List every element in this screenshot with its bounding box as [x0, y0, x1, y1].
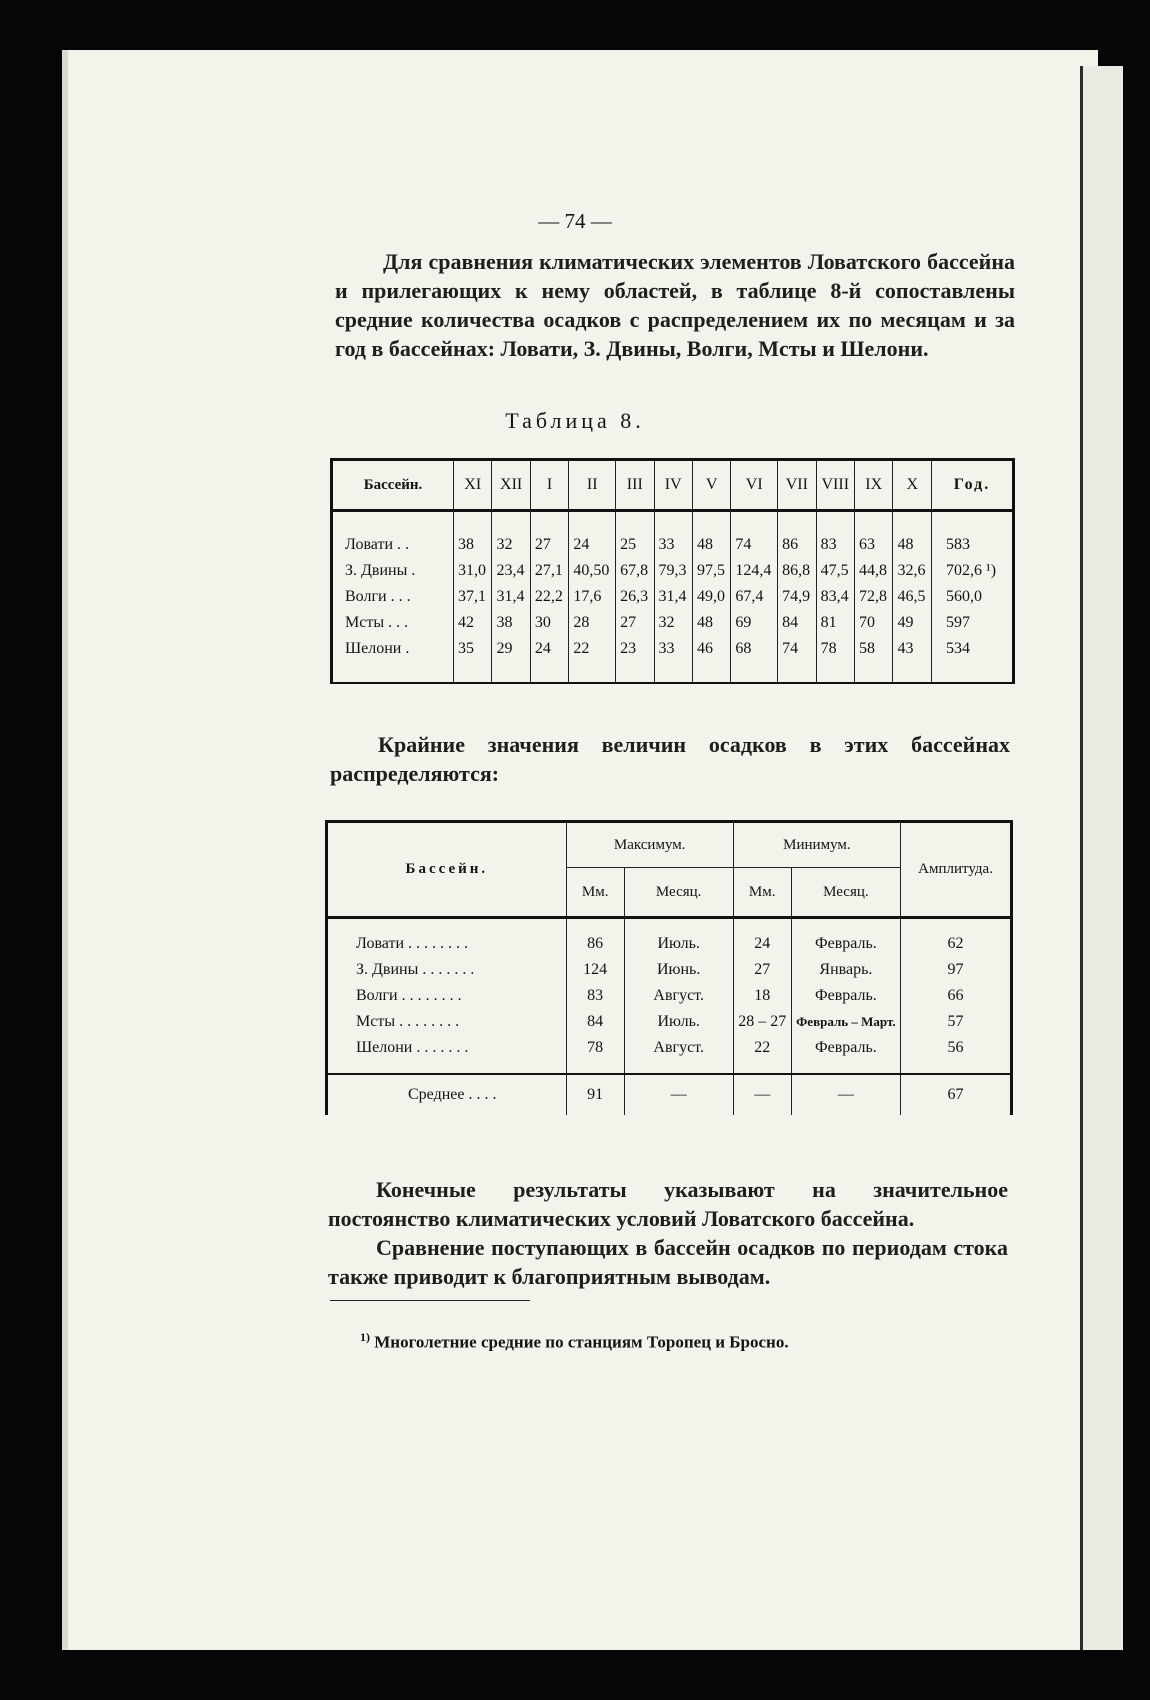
extremes-table: [325, 820, 1013, 1115]
footnote-rule: [330, 1300, 530, 1301]
table-row: Волги . . . 37,1 31,4 22,2 17,6 26,3 31,4 49,0 67,4 74,9 83,4 72,8 46,5 560,0: [332, 584, 1014, 610]
middle-paragraph: Крайние значения величин осадков в этих бассейнах распределяются:: [330, 732, 1010, 786]
table-row: Шелони . 35 29 24 22 23 33 46 68 74 78 58 43 534: [332, 636, 1014, 662]
extremes-header-min: Минимум.: [733, 822, 900, 868]
table8-header: XI: [454, 460, 492, 511]
table-row: Шелони . . . . . . . 78 Август. 22 Февраль. 56: [327, 1035, 1012, 1061]
table8-header: II: [569, 460, 616, 511]
extremes-header-mm: Мм.: [733, 868, 791, 918]
table-row: Ловати . . 38 32 27 24 25 33 48 74 86 83 63 48 583: [332, 532, 1014, 558]
extremes-header-mm: Мм.: [566, 868, 624, 918]
table8-header: V: [692, 460, 730, 511]
extremes-header-basin: Бассейн.: [327, 822, 567, 918]
facing-page-edge: [1080, 66, 1123, 1650]
table-8: [330, 458, 1015, 684]
table-row: Волги . . . . . . . . 83 Август. 18 Февраль. 66: [327, 983, 1012, 1009]
table8-header-basin: Бассейн.: [332, 460, 454, 511]
table-row: Ловати . . . . . . . . 86 Июль. 24 Февраль. 62: [327, 931, 1012, 957]
table8-header: IV: [654, 460, 692, 511]
page-number: — 74 —: [538, 209, 612, 233]
table8-header: X: [893, 460, 932, 511]
footnote: [360, 1330, 789, 1353]
table8-header: III: [616, 460, 654, 511]
table-row: З. Двины . . . . . . . 124 Июнь. 27 Январь. 97: [327, 957, 1012, 983]
conclusion-paragraph: Конечные результаты указывают на значительное постоянство климатических условий Ловатского бассейна. Сравнение поступающих в бассейн осадков по периодам стока также приводит к благоприятным выводам.: [328, 1177, 1008, 1289]
table8-header: I: [530, 460, 568, 511]
intro-paragraph: Для сравнения климатических элементов Ловатского бассейна и прилегающих к нему областей, в таблице 8-й сопоставлены средние количества осадков с распределением их по месяцам и за год в бассейнах: Ловати, З. Двины, Волги, Мсты и Шелони.: [335, 249, 1015, 361]
table8-header: VI: [731, 460, 778, 511]
table8-header: IX: [855, 460, 893, 511]
footnote-mark: 1): [360, 1330, 370, 1344]
table8-header-row: [332, 460, 1014, 511]
table8-header: XII: [492, 460, 530, 511]
table8-caption: Таблица 8.: [505, 408, 645, 433]
table8-header: VIII: [816, 460, 854, 511]
table8-header-year: Год.: [932, 460, 1014, 511]
table-row-average: Среднее . . . . 91 — — — 67: [327, 1074, 1012, 1115]
extremes-header-month: Месяц.: [791, 868, 900, 918]
footnote-text: Многолетние средние по станциям Торопец и Бросно.: [374, 1332, 789, 1352]
extremes-header-row: [327, 822, 1012, 868]
table-row: Мсты . . . . . . . . 84 Июль. 28 – 27 Февраль – Март. 57: [327, 1009, 1012, 1035]
table-row: З. Двины . 31,0 23,4 27,1 40,50 67,8 79,3 97,5 124,4 86,8 47,5 44,8 32,6 702,6 ¹): [332, 558, 1014, 584]
table-row: Мсты . . . 42 38 30 28 27 32 48 69 84 81 70 49 597: [332, 610, 1014, 636]
extremes-header-month: Месяц.: [624, 868, 733, 918]
extremes-header-amplitude: Амплитуда.: [901, 822, 1012, 918]
extremes-header-max: Максимум.: [566, 822, 733, 868]
table8-header: VII: [778, 460, 816, 511]
